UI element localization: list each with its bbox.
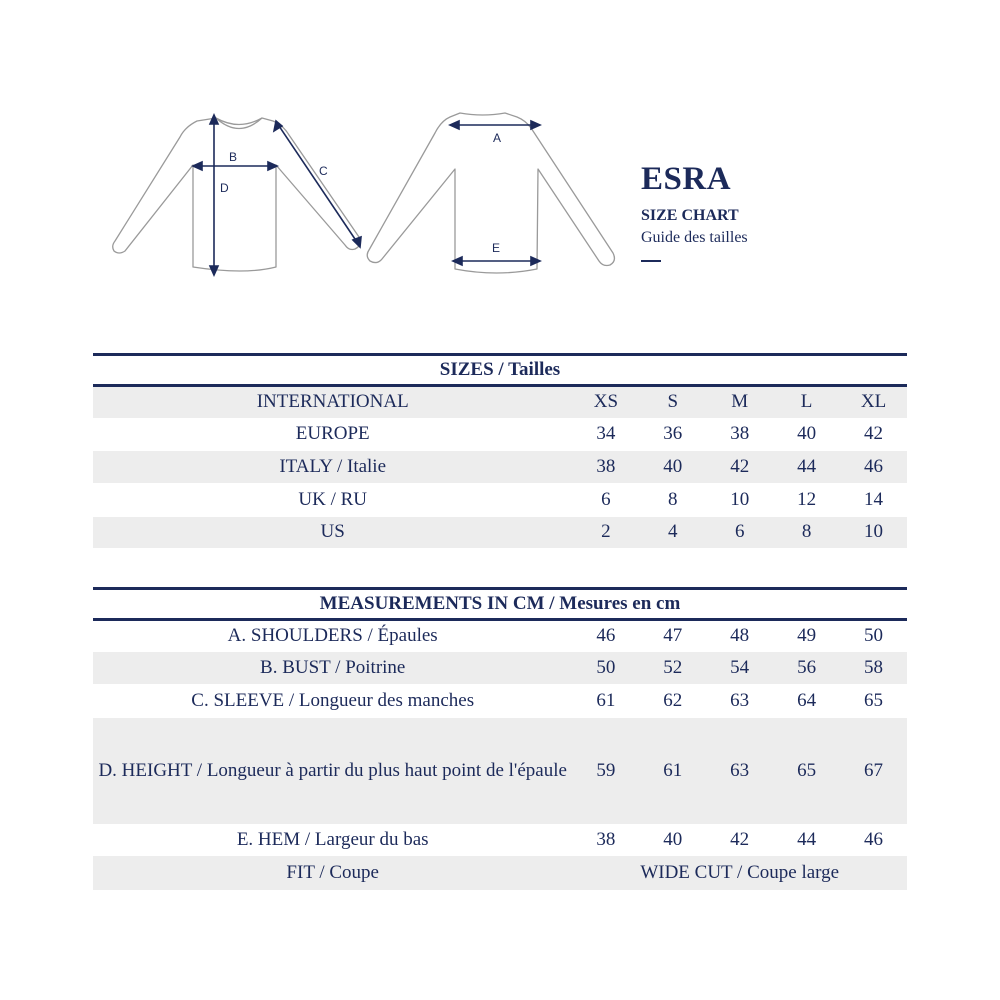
- diagram-label-b: B: [229, 150, 238, 164]
- cell-value: 50: [864, 625, 883, 647]
- front-neckline: [216, 118, 262, 129]
- back-view-outline: [367, 113, 614, 273]
- brand-name: ESRA: [641, 161, 732, 197]
- cell-value: 58: [840, 652, 907, 684]
- cell-value: 2: [572, 517, 639, 548]
- cell-value: XL: [840, 386, 907, 418]
- cell-value: 12: [797, 488, 817, 510]
- cell-value: 54: [706, 652, 773, 684]
- cell-value: 62: [663, 689, 683, 711]
- cell-value: 34: [596, 423, 616, 444]
- table-row: [93, 418, 907, 451]
- table-row: [93, 386, 907, 418]
- table-row: [93, 856, 907, 890]
- diagram-label-c: C: [319, 164, 328, 178]
- cell-value: 42: [730, 828, 750, 850]
- measurements-table-header: [93, 589, 907, 620]
- measurements-table-title: MEASUREMENTS IN CM / Mesures en cm: [93, 589, 907, 620]
- table-row: [93, 652, 907, 684]
- cell-value: L: [773, 386, 840, 418]
- row-label: EUROPE: [295, 423, 370, 444]
- cell-value: 63: [730, 689, 750, 711]
- fit-label: FIT / Coupe: [93, 856, 572, 890]
- row-label: ITALY / Italie: [93, 451, 572, 483]
- cell-value: 63: [706, 718, 773, 824]
- cell-value: 61: [596, 689, 616, 711]
- cell-value: 67: [840, 718, 907, 824]
- sizes-table-header: [93, 355, 907, 386]
- cell-value: 42: [706, 451, 773, 483]
- garment-diagram: [105, 105, 645, 295]
- row-label: C. SLEEVE / Longueur des manches: [191, 689, 475, 711]
- cell-value: 40: [797, 423, 817, 444]
- row-label: D. HEIGHT / Longueur à partir du plus haut point de l'épaule: [93, 718, 572, 824]
- diagram-label-e: E: [492, 241, 501, 255]
- cell-value: M: [706, 386, 773, 418]
- cell-value: 47: [663, 625, 683, 647]
- sizes-table: [93, 353, 907, 548]
- row-label: INTERNATIONAL: [93, 386, 572, 418]
- cell-value: 38: [730, 423, 750, 444]
- cell-value: 6: [706, 517, 773, 548]
- cell-value: S: [639, 386, 706, 418]
- table-row: [93, 824, 907, 856]
- cell-value: 40: [663, 828, 683, 850]
- cell-value: XS: [572, 386, 639, 418]
- table-row: [93, 517, 907, 548]
- cell-value: 36: [663, 423, 683, 444]
- garment-diagram-svg: [105, 105, 645, 295]
- cell-value: 44: [797, 828, 817, 850]
- cell-value: 46: [840, 451, 907, 483]
- size-chart-title-fr: Guide des tailles: [641, 229, 748, 246]
- cell-value: 40: [639, 451, 706, 483]
- fit-value: WIDE CUT / Coupe large: [572, 856, 907, 890]
- table-row: [93, 718, 907, 824]
- sizes-table-title: SIZES / Tailles: [93, 355, 907, 386]
- cell-value: 50: [572, 652, 639, 684]
- cell-value: 52: [639, 652, 706, 684]
- brand-block: [641, 160, 901, 262]
- row-label: B. BUST / Poitrine: [93, 652, 572, 684]
- cell-value: 65: [864, 689, 883, 711]
- cell-value: 59: [572, 718, 639, 824]
- front-view-outline: [113, 118, 361, 271]
- measurements-table: [93, 587, 907, 890]
- table-row: [93, 483, 907, 517]
- cell-value: 65: [773, 718, 840, 824]
- row-label: UK / RU: [298, 488, 368, 510]
- brand-divider: [641, 260, 661, 262]
- cell-value: 38: [572, 451, 639, 483]
- cell-value: 48: [730, 625, 750, 647]
- cell-value: 4: [639, 517, 706, 548]
- cell-value: 8: [668, 488, 678, 510]
- cell-value: 61: [639, 718, 706, 824]
- cell-value: 44: [773, 451, 840, 483]
- cell-value: 10: [730, 488, 750, 510]
- diagram-label-d: D: [220, 181, 229, 195]
- cell-value: 8: [773, 517, 840, 548]
- diagram-label-a: A: [493, 131, 502, 145]
- table-row: [93, 451, 907, 483]
- cell-value: 46: [596, 625, 616, 647]
- cell-value: 42: [864, 423, 884, 444]
- cell-value: 49: [797, 625, 817, 647]
- row-label: A. SHOULDERS / Épaules: [227, 625, 438, 647]
- cell-value: 56: [773, 652, 840, 684]
- row-label: E. HEM / Largeur du bas: [236, 828, 429, 850]
- row-label: US: [93, 517, 572, 548]
- table-row: [93, 620, 907, 652]
- cell-value: 14: [864, 488, 884, 510]
- cell-value: 10: [840, 517, 907, 548]
- table-row: [93, 684, 907, 718]
- cell-value: 6: [601, 488, 611, 510]
- cell-value: 64: [797, 689, 817, 711]
- size-chart-title: SIZE CHART: [641, 207, 739, 224]
- cell-value: 46: [864, 828, 883, 850]
- cell-value: 38: [596, 828, 616, 850]
